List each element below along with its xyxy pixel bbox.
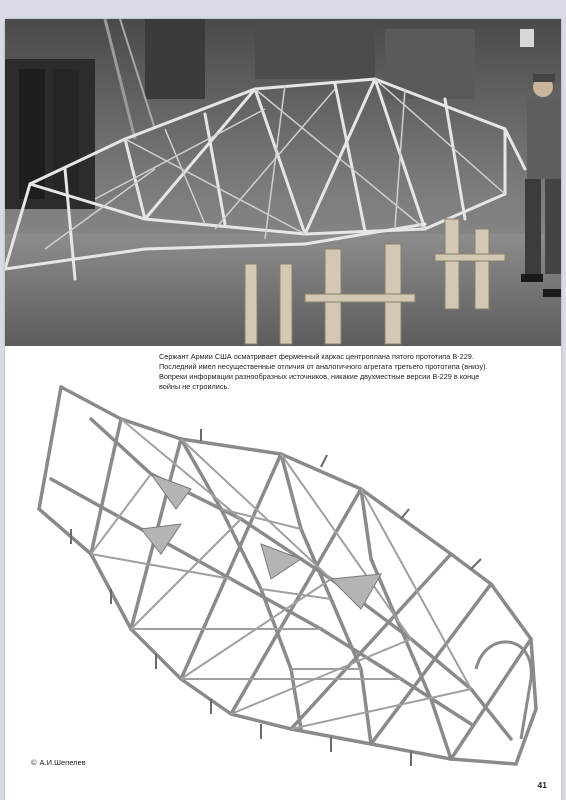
caption-line-2: Последний имел несущественные отличия от аналогичного агрегата третьего прототипа (внизу). [159,362,488,371]
copyright-author: А.И.Шепелев [39,758,86,767]
caption-line-4: войны не строились. [159,382,230,391]
caption-line-1: Сержант Армии США осматривает ферменный каркас центроплана пятого прототипа В-229. [159,352,474,361]
page-number: 41 [537,780,547,790]
magazine-page [5,19,561,800]
frame-technical-drawing [31,379,551,774]
archive-photo [5,19,561,346]
caption-line-3: Вопреки информации разнообразных источников, никакие двухместные версии В-229 в конце [159,372,480,381]
copyright-notice [31,758,86,767]
copyright-symbol: © [31,758,37,767]
